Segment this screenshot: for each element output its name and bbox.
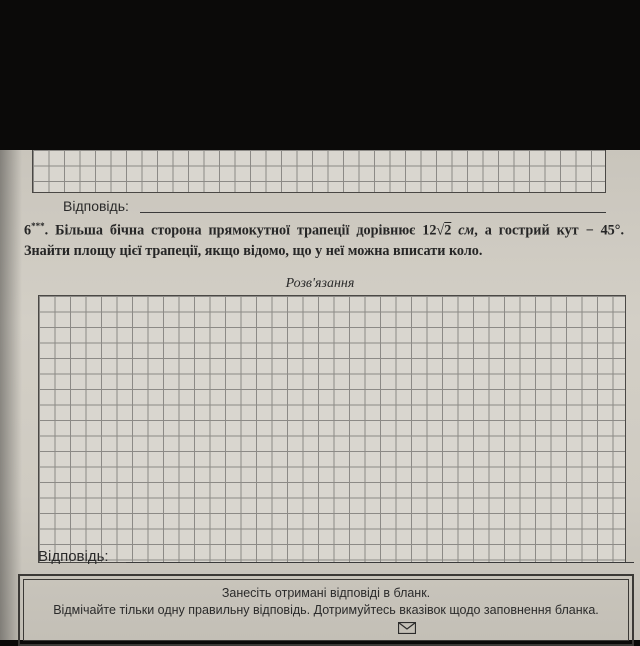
value-unit: см <box>458 222 475 239</box>
problem-text-part1: . Більша бічна сторона прямокутної трапеції дорівнює <box>44 222 423 239</box>
answer-line-bottom[interactable] <box>126 562 634 563</box>
problem-statement <box>24 216 624 262</box>
value-coefficient: 12 <box>422 222 437 239</box>
answer-label-bottom: Відповідь: <box>38 548 109 565</box>
side-length-value: 12√2 см <box>422 222 475 239</box>
instruction-line-2: Відмічайте тільки одну правильну відповідь. Дотримуйтесь вказівок щодо заповнення бланка. <box>53 603 599 617</box>
value-radicand: 2 <box>444 222 452 239</box>
difficulty-marks: *** <box>31 221 45 231</box>
previous-answer-grid <box>32 150 606 193</box>
answer-line-top[interactable] <box>140 212 606 213</box>
instruction-box <box>18 574 634 646</box>
problem-number: 6 <box>24 222 32 239</box>
solution-title: Розв'язання <box>285 276 355 291</box>
worksheet-page <box>0 150 640 640</box>
problem-text-part2: , а гострий кут − 45°. Знайти площу цієї трапеції, якщо відомо, що у неї можна вписати коло. <box>24 222 624 260</box>
instruction-line-1: Занесіть отримані відповіді в бланк. <box>221 586 431 600</box>
answer-label-top: Відповідь: <box>63 198 129 214</box>
envelope-icon <box>398 622 416 634</box>
solution-grid[interactable] <box>38 295 626 563</box>
